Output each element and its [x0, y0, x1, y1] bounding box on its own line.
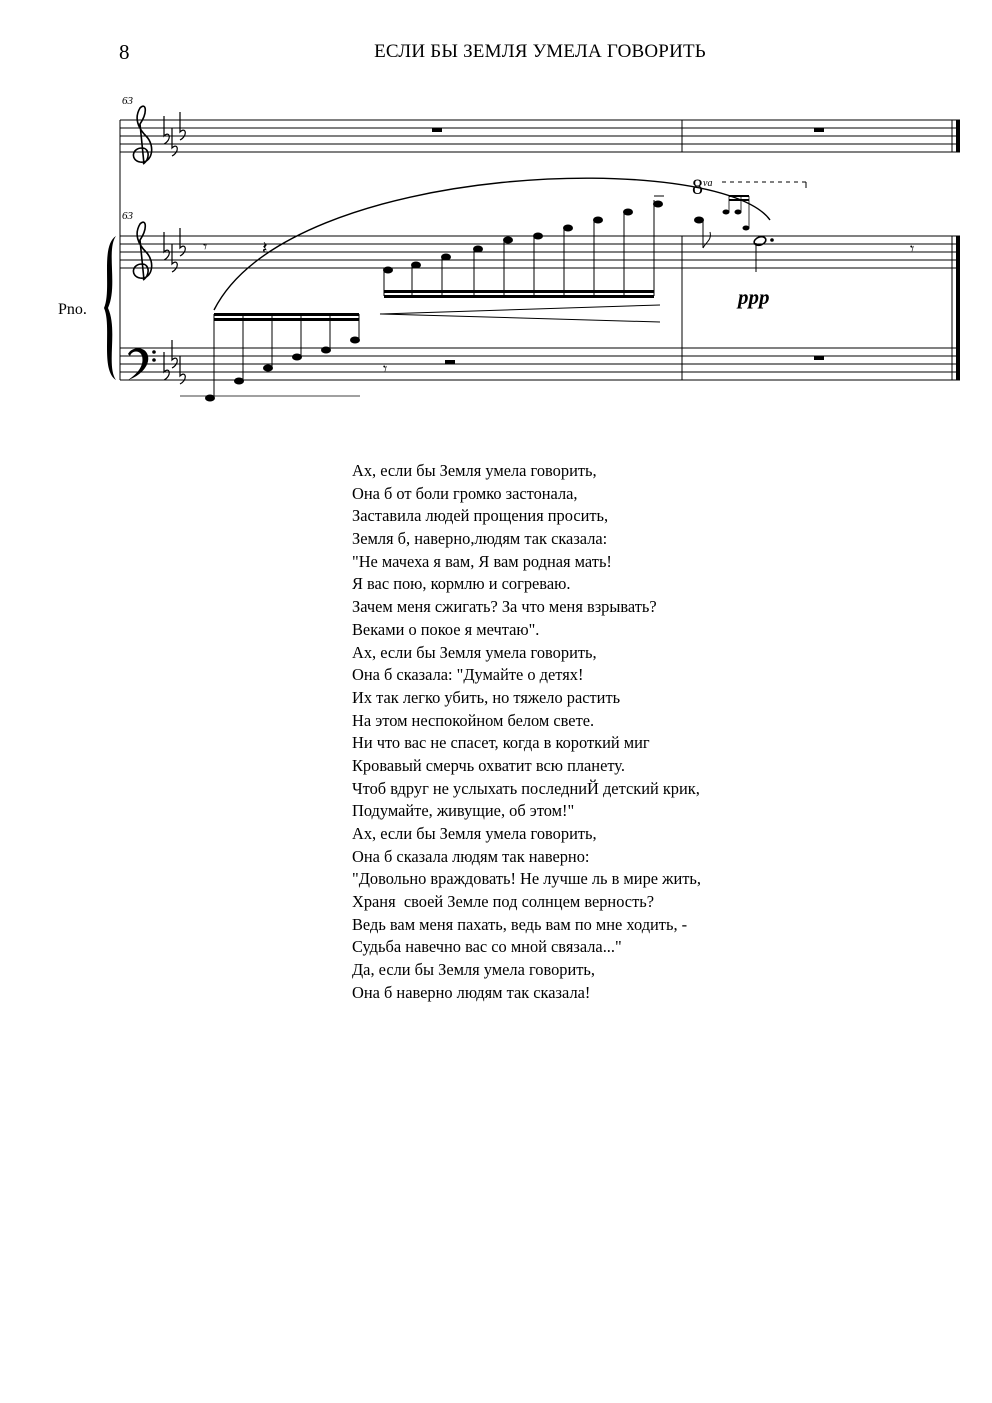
treble-clef-icon: [133, 222, 151, 280]
ottava-suffix: va: [703, 178, 713, 189]
treble-arpeggio-run: [380, 196, 664, 322]
lyric-line: На этом неспокойном белом свете.: [352, 710, 595, 730]
music-score: [0, 0, 992, 420]
lyric-line: Чтоб вдруг не услыхать последниЙ детский крик,: [352, 778, 700, 798]
lyric-line: "Довольно враждовать! Не лучше ль в мире жить,: [352, 869, 701, 889]
lyric-line: Она б наверно людям так сказала!: [352, 982, 591, 1002]
piano-treble-staff: [120, 236, 960, 268]
voice-staff: [120, 120, 960, 152]
page-title: ЕСЛИ БЫ ЗЕМЛЯ УМЕЛА ГОВОРИТЬ: [374, 41, 706, 62]
lyric-line: Она б от боли громко застонала,: [352, 483, 578, 503]
quarter-rest-icon: 𝄽: [262, 238, 268, 259]
piano-bass-staff: [120, 348, 960, 380]
eighth-rest-icon: 𝄾: [203, 237, 208, 256]
bass-arpeggio-run: [180, 313, 360, 402]
lyric-line: Ах, если бы Земля умела говорить,: [352, 642, 597, 662]
ottava-label: 8: [692, 174, 703, 199]
lyric-line: Храня своей Земле под солнцем верность?: [352, 892, 654, 912]
lyric-line: Веками о покое я мечтаю".: [352, 619, 540, 639]
lyric-line: Она б сказала людям так наверно:: [352, 846, 590, 866]
measure-number-voice: 63: [122, 95, 133, 107]
lyric-line: Зачем меня сжигать? За что меня взрывать?: [352, 597, 657, 617]
lyric-line: Земля б, наверно,людям так сказала:: [352, 529, 608, 549]
whole-rest: [814, 356, 824, 360]
lyric-line: Кровавый смерчь охватит всю планету.: [352, 755, 625, 775]
lyric-line: Ведь вам меня пахать, ведь вам по мне ходить, -: [352, 914, 688, 934]
dynamic-marking: ppp: [738, 285, 770, 309]
lyric-line: Судьба навечно вас со мной связала...": [352, 937, 622, 957]
eighth-rest-icon: 𝄾: [910, 239, 915, 258]
lyric-line: Ах, если бы Земля умела говорить,: [352, 461, 597, 480]
lyric-line: Она б сказала: "Думайте о детях!: [352, 665, 584, 685]
lyric-line: Я вас пою, кормлю и согреваю.: [352, 574, 571, 594]
lyric-line: Да, если бы Земля умела говорить,: [352, 960, 595, 980]
lyric-line: Ни что вас не спасет, когда в короткий миг: [352, 733, 650, 753]
piano-label: Pno.: [58, 301, 87, 318]
key-signature-flats: [164, 112, 185, 384]
whole-rest: [814, 128, 824, 132]
lyric-line: Заставила людей прощения просить,: [352, 506, 609, 526]
treble-clef-icon: [133, 106, 151, 164]
lyric-line: "Не мачеха я вам, Я вам родная мать!: [352, 551, 612, 571]
lyrics-text: [352, 460, 701, 1005]
eighth-rest-icon: 𝄾: [383, 359, 388, 378]
whole-rest: [432, 128, 442, 132]
measure-number-piano: 63: [122, 210, 133, 222]
piano-brace: [104, 236, 116, 380]
page-number: 8: [119, 40, 130, 64]
lyric-line: Ах, если бы Земля умела говорить,: [352, 824, 597, 843]
half-rest: [445, 360, 455, 364]
lyric-line: Подумайте, живущие, об этом!": [352, 801, 575, 821]
lyric-line: Их так легко убить, но тяжело растить: [352, 687, 621, 707]
